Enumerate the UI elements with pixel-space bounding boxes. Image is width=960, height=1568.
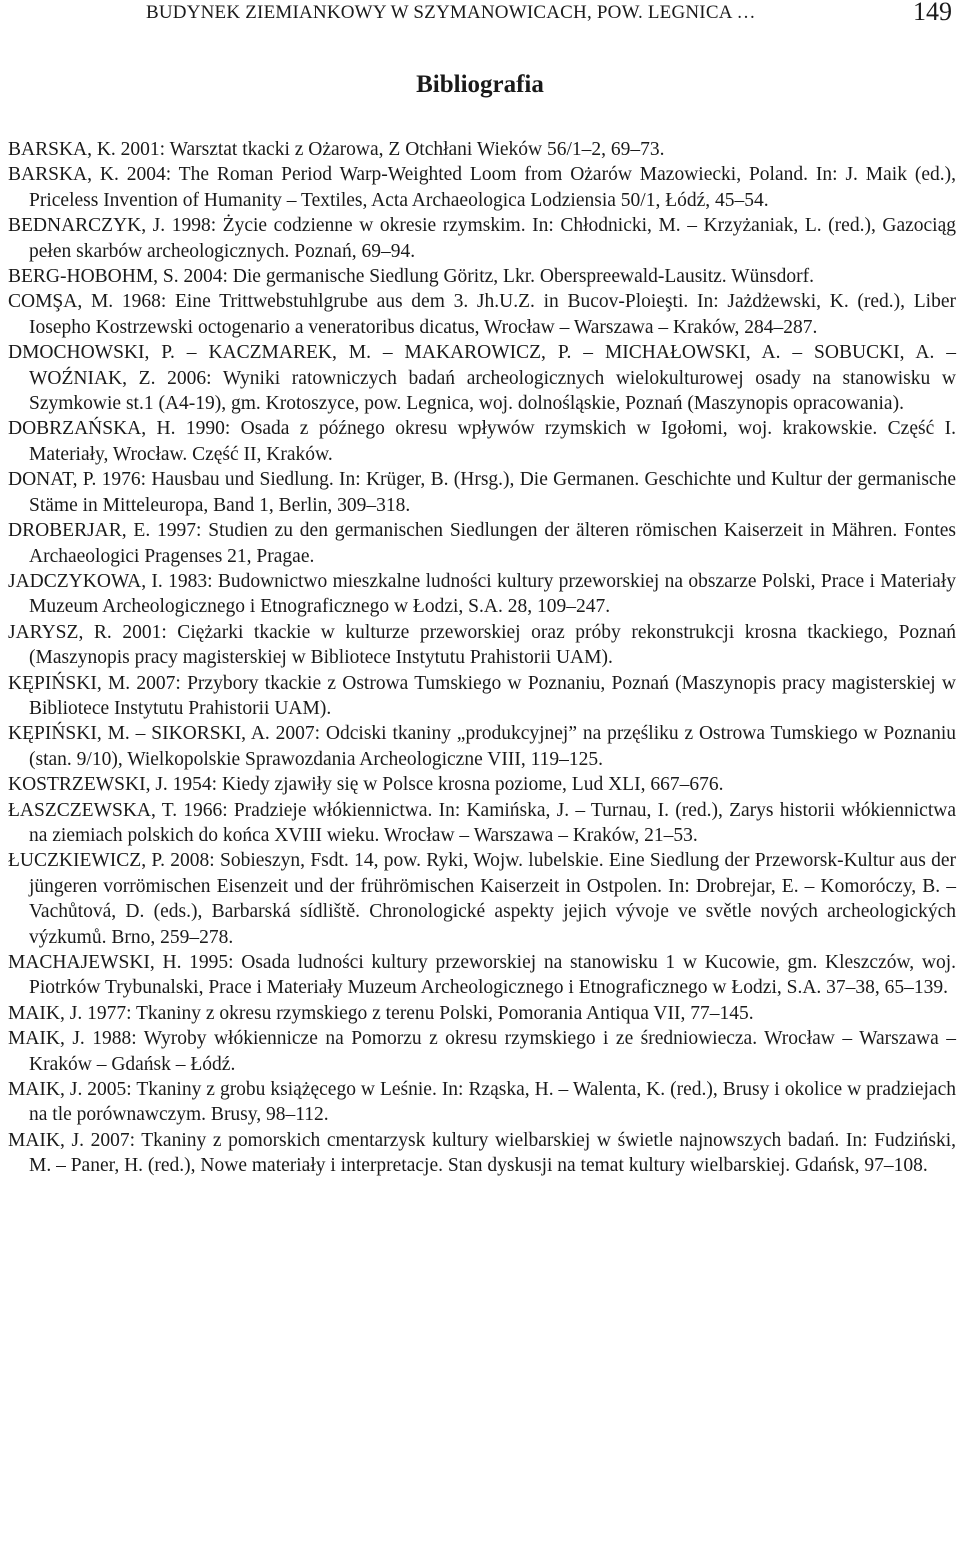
bibliography-entry: BEDNARCZYK, J. 1998: Życie codzienne w okresie rzymskim. In: Chłodnicki, M. – Krzyżaniak, L. (red.), Gazociąg pełen skarbów archeologicznych. Poznań, 69–94. <box>8 215 956 262</box>
bibliography-entry: DONAT, P. 1976: Hausbau und Siedlung. In: Krüger, B. (Hrsg.), Die Germanen. Geschichte und Kultur der germanische Stäme in Mitteleuropa, Band 1, Berlin, 309–318. <box>8 469 956 516</box>
bibliography-entry: MAIK, J. 1977: Tkaniny z okresu rzymskiego z terenu Polski, Pomorania Antiqua VII, 77–145. <box>8 1002 754 1024</box>
bibliography-entry: DMOCHOWSKI, P. – KACZMAREK, M. – MAKAROWICZ, P. – MICHAŁOWSKI, A. – SOBUCKI, A. – WOŹNIAK, Z. 2006: Wyniki ratowniczych badań archeologicznych wielokulturowej osady na stanowisku w Szymkowie st.1 (A4-19), gm. Krotoszyce, pow. Legnica, woj. dolnośląskie, Poznań (Maszynopis opracowania). <box>8 342 956 415</box>
bibliography-entry: JARYSZ, R. 2001: Ciężarki tkackie w kulturze przeworskiej oraz próby rekonstrukcji krosna tkackiego, Poznań (Maszynopis pracy magisterskiej w Bibliotece Instytutu Prahistorii UAM). <box>8 621 956 669</box>
bibliography-entry: KOSTRZEWSKI, J. 1954: Kiedy zjawiły się w Polsce krosna poziome, Lud XLI, 667–676. <box>8 774 724 796</box>
bibliography-entry: DROBERJAR, E. 1997: Studien zu den germanischen Siedlungen der älteren römischen Kaiserzeit in Mähren. Fontes Archaeologici Pragenses 21, Pragae. <box>8 520 956 567</box>
bibliography-entry: DOBRZAŃSKA, H. 1990: Osada z późnego okresu wpływów rzymskich w Igołomi, woj. krakowskie. Część I. Materiały, Wrocław. Część II, Kraków. <box>8 418 956 465</box>
bibliography-entry: BARSKA, K. 2001: Warsztat tkacki z Ożarowa, Z Otchłani Wieków 56/1–2, 69–73. <box>8 139 665 160</box>
bibliography-entry: MAIK, J. 2005: Tkaniny z grobu książęcego w Leśnie. In: Rząska, H. – Walenta, K. (red.), Brusy i okolice w pradziejach na tle porównawczym. Brusy, 98–112. <box>8 1079 956 1126</box>
bibliography-entry: MAIK, J. 1988: Wyroby włókiennicze na Pomorzu z okresu rzymskiego i ze średniowiecza. Wrocław – Warszawa – Kraków – Gdańsk – Łódź. <box>8 1028 956 1075</box>
page-number: 149 <box>913 0 952 26</box>
bibliography-entry: MAIK, J. 2007: Tkaniny z pomorskich cmentarzysk kultury wielbarskiej w świetle najnowszych badań. In: Fudziński, M. – Paner, H. (red.), Nowe materiały i interpretacje. Stan dyskusji na temat kultury wielbarskiej. Gdańsk, 97–108. <box>8 1129 956 1177</box>
bibliography-entry: COMŞA, M. 1968: Eine Trittwebstuhlgrube aus dem 3. Jh.U.Z. in Bucov-Ploieşti. In: Jażdżewski, K. (red.), Liber Iosepho Kostrzewski octogenario a veneratoribus dicatus, Wrocław – Warszawa – Kraków, 284–287. <box>8 291 956 338</box>
bibliography-list <box>8 137 956 1179</box>
bibliography-entry: ŁUCZKIEWICZ, P. 2008: Sobieszyn, Fsdt. 14, pow. Ryki, Wojw. lubelskie. Eine Siedlung der Przeworsk-Kultur aus der jüngeren vorrömischen Eisenzeit und der frührömischen Kaiserzeit in Ostpolen. In: Drobrejar, E. – Komoróczy, B. – Vachůtová, D. (eds.), Barbarská sídliště. Chronologické aspekty jejich vývoje ve světle nových archeologických výzkumů. Brno, 259–278. <box>8 850 956 948</box>
bibliography-entry: KĘPIŃSKI, M. – SIKORSKI, A. 2007: Odciski tkaniny „produkcyjnej” na przęśliku z Ostrowa Tumskiego w Poznaniu (stan. 9/10), Wielkopolskie Sprawozdania Archeologiczne VIII, 119–125. <box>8 723 956 770</box>
bibliography-entry: BERG-HOBOHM, S. 2004: Die germanische Siedlung Göritz, Lkr. Oberspreewald-Lausitz. Wünsdorf. <box>8 266 815 288</box>
bibliography-entry: JADCZYKOWA, I. 1983: Budownictwo mieszkalne ludności kultury przeworskiej na obszarze Polski, Prace i Materiały Muzeum Archeologicznego i Etnograficznego w Łodzi, S.A. 28, 109–247. <box>8 570 956 618</box>
bibliography-entry: MACHAJEWSKI, H. 1995: Osada ludności kultury przeworskiej na stanowisku 1 w Kucowie, gm. Kleszczów, woj. Piotrków Trybunalski, Prace i Materiały Muzeum Archeologicznego i Etnograficznego w Łodzi, S.A. 37–38, 65–139. <box>8 952 956 999</box>
running-header <box>0 0 960 30</box>
running-title: BUDYNEK ZIEMIANKOWY W SZYMANOWICACH, POW. LEGNICA … <box>146 2 756 23</box>
bibliography-entry: KĘPIŃSKI, M. 2007: Przybory tkackie z Ostrowa Tumskiego w Poznaniu, Poznań (Maszynopis pracy magisterskiej w Bibliotece Instytutu Prahistorii UAM). <box>8 672 956 719</box>
bibliography-entry: ŁASZCZEWSKA, T. 1966: Pradzieje włókiennictwa. In: Kamińska, J. – Turnau, I. (red.), Zarys historii włókiennictwa na ziemiach polskich do końca XVIII wieku. Wrocław – Warszawa – Kraków, 21–53. <box>8 799 956 846</box>
bibliography-entry: BARSKA, K. 2004: The Roman Period Warp-Weighted Loom from Ożarów Mazowiecki, Poland. In: J. Maik (ed.), Priceless Invention of Humanity – Textiles, Acta Archaeologica Lodziensia 50/1, Łódź, 45–54. <box>8 164 956 211</box>
section-title: Bibliografia <box>416 71 544 98</box>
